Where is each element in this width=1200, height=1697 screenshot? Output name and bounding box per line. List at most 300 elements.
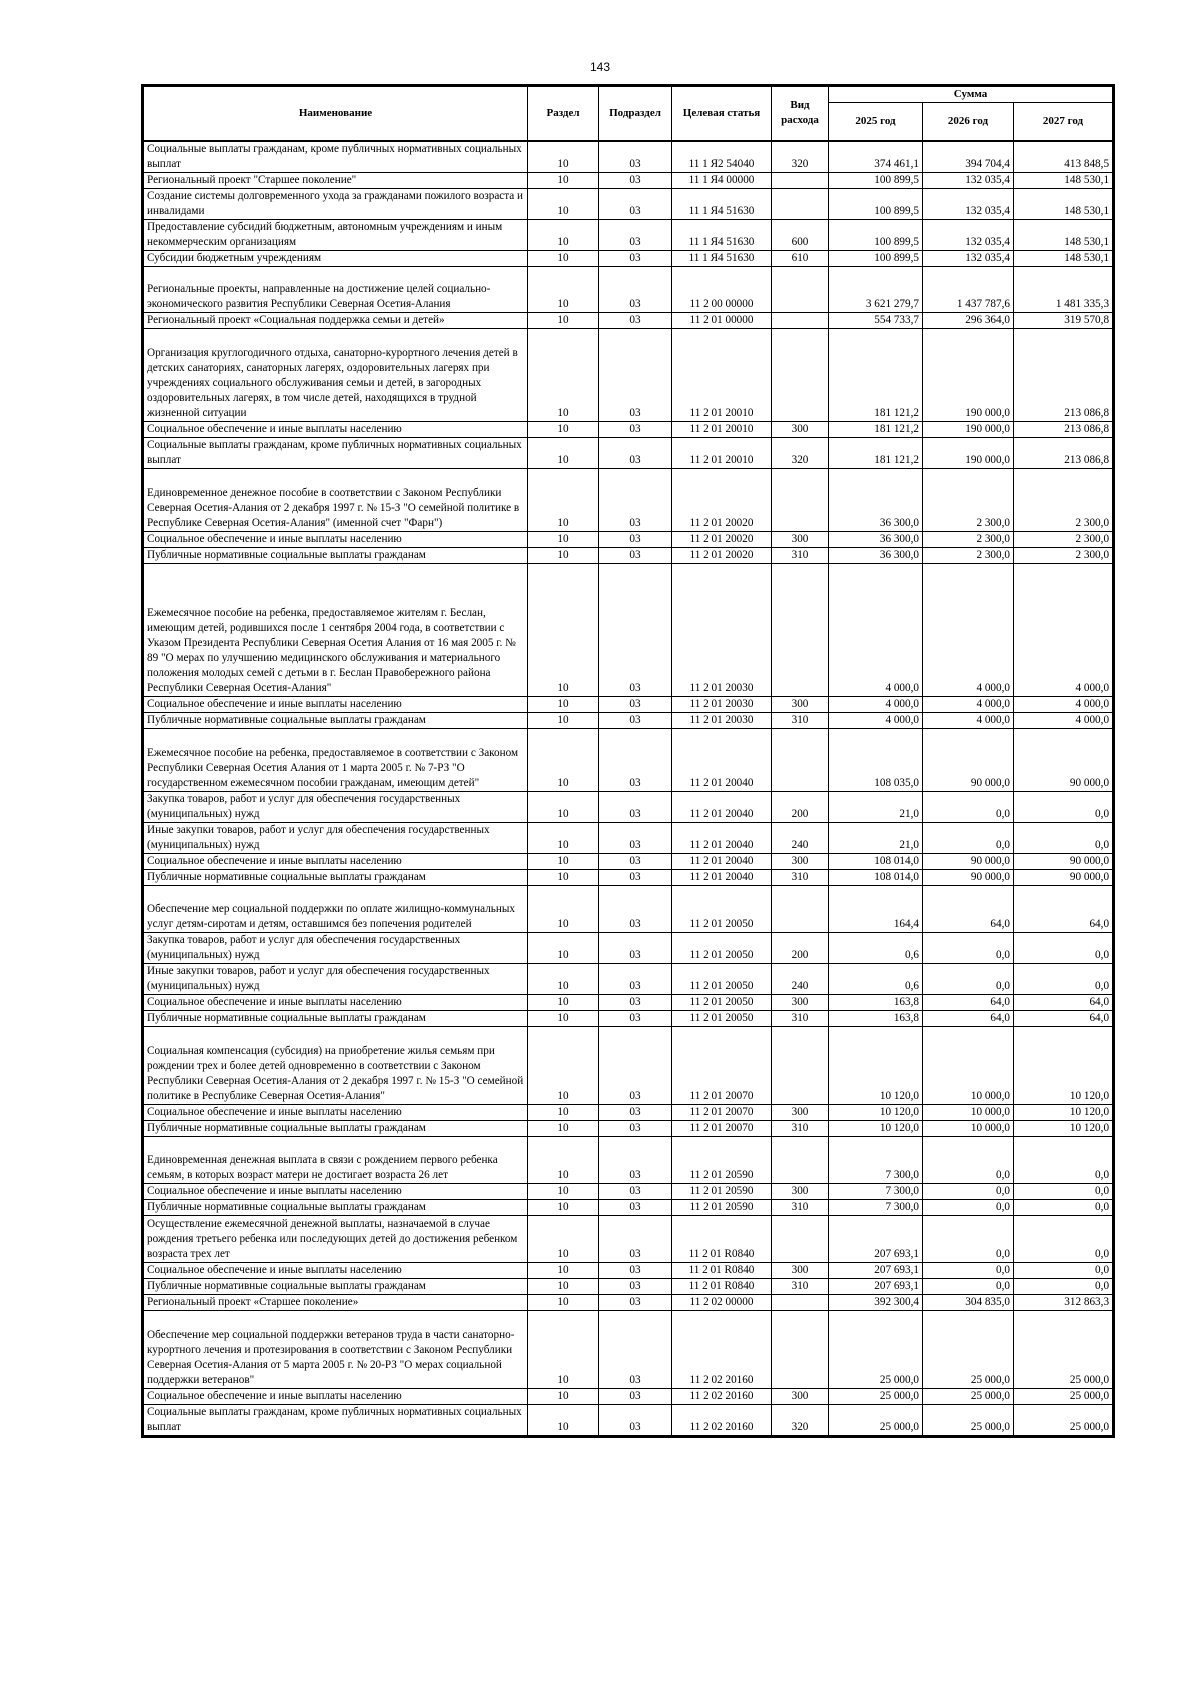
cell-name: Закупка товаров, работ и услуг для обеспечения государственных (муниципальных) нужд	[144, 932, 528, 963]
cell-vid	[772, 1294, 829, 1310]
cell-2026: 4 000,0	[923, 712, 1014, 728]
cell-2027: 64,0	[1014, 885, 1113, 932]
cell-target: 11 2 01 20040	[672, 822, 772, 853]
cell-razdel: 10	[528, 1294, 599, 1310]
table-row	[144, 547, 1113, 563]
cell-vid: 310	[772, 1278, 829, 1294]
cell-vid	[772, 1026, 829, 1104]
cell-podrazdel: 03	[599, 547, 672, 563]
cell-2025: 554 733,7	[829, 312, 923, 328]
cell-target: 11 2 01 R0840	[672, 1262, 772, 1278]
cell-2027: 148 530,1	[1014, 172, 1113, 188]
cell-vid: 300	[772, 1388, 829, 1404]
cell-razdel: 10	[528, 885, 599, 932]
table-row	[144, 822, 1113, 853]
cell-2026: 394 704,4	[923, 141, 1014, 173]
cell-podrazdel: 03	[599, 172, 672, 188]
cell-name: Публичные нормативные социальные выплаты гражданам	[144, 1010, 528, 1026]
cell-name: Иные закупки товаров, работ и услуг для обеспечения государственных (муниципальных) нужд	[144, 822, 528, 853]
cell-2027: 25 000,0	[1014, 1310, 1113, 1388]
cell-2026: 25 000,0	[923, 1404, 1014, 1435]
cell-podrazdel: 03	[599, 963, 672, 994]
cell-2025: 100 899,5	[829, 172, 923, 188]
cell-target: 11 2 01 20040	[672, 853, 772, 869]
cell-vid	[772, 885, 829, 932]
cell-name: Социальная компенсация (субсидия) на приобретение жилья семьям при рождении трех и более детей одновременно в соответствии с Законом Республики Северная Осетия-Алания от 2 декабря 1997 г. № 15-З "О семейной политике в Республике Северная Осетия-Алания"	[144, 1026, 528, 1104]
table-row	[144, 172, 1113, 188]
cell-name: Социальное обеспечение и иные выплаты населению	[144, 994, 528, 1010]
cell-vid	[772, 728, 829, 791]
cell-2026: 0,0	[923, 1183, 1014, 1199]
cell-podrazdel: 03	[599, 1294, 672, 1310]
cell-name: Публичные нормативные социальные выплаты гражданам	[144, 1278, 528, 1294]
cell-podrazdel: 03	[599, 188, 672, 219]
cell-2026: 90 000,0	[923, 853, 1014, 869]
cell-podrazdel: 03	[599, 1310, 672, 1388]
cell-name: Публичные нормативные социальные выплаты гражданам	[144, 869, 528, 885]
budget-table	[143, 86, 1113, 1436]
cell-vid: 300	[772, 531, 829, 547]
cell-2027: 64,0	[1014, 1010, 1113, 1026]
cell-name: Обеспечение мер социальной поддержки ветеранов труда в части санаторно-курортного лечения и протезирования в соответствии с Законом Республики Северная Осетия-Алания от 5 марта 2005 г. № 20-РЗ "О мерах социальной поддержки ветеранов"	[144, 1310, 528, 1388]
cell-podrazdel: 03	[599, 1120, 672, 1136]
cell-name: Осуществление ежемесячной денежной выплаты, назначаемой в случае рождения третьего ребенка или последующих детей до достижения ребенком возраста трех лет	[144, 1215, 528, 1262]
cell-2026: 132 035,4	[923, 188, 1014, 219]
cell-2027: 1 481 335,3	[1014, 266, 1113, 312]
table-row	[144, 1294, 1113, 1310]
cell-razdel: 10	[528, 172, 599, 188]
cell-2026: 132 035,4	[923, 250, 1014, 266]
cell-vid: 310	[772, 712, 829, 728]
table-row	[144, 1199, 1113, 1215]
cell-name: Социальное обеспечение и иные выплаты населению	[144, 1262, 528, 1278]
cell-podrazdel: 03	[599, 822, 672, 853]
col-header-vid: Вид расхода	[772, 87, 829, 141]
cell-name: Организация круглогодичного отдыха, санаторно-курортного лечения детей в детских санаториях, санаторных лагерях, оздоровительных лагерях при учреждениях социального обслуживания семьи и детей, в загородных оздоровительных лагерях, в том числе детей, находящихся в трудной жизненной ситуации	[144, 328, 528, 421]
table-row	[144, 728, 1113, 791]
cell-name: Публичные нормативные социальные выплаты гражданам	[144, 1199, 528, 1215]
cell-2025: 7 300,0	[829, 1199, 923, 1215]
cell-razdel: 10	[528, 1215, 599, 1262]
cell-2026: 190 000,0	[923, 328, 1014, 421]
cell-razdel: 10	[528, 728, 599, 791]
cell-name: Социальное обеспечение и иные выплаты населению	[144, 1388, 528, 1404]
cell-vid: 300	[772, 853, 829, 869]
cell-target: 11 2 01 20050	[672, 994, 772, 1010]
cell-2026: 0,0	[923, 791, 1014, 822]
cell-razdel: 10	[528, 141, 599, 173]
cell-target: 11 2 02 20160	[672, 1310, 772, 1388]
cell-2025: 25 000,0	[829, 1388, 923, 1404]
table-row	[144, 1104, 1113, 1120]
col-header-2025: 2025 год	[829, 103, 923, 141]
cell-podrazdel: 03	[599, 1262, 672, 1278]
cell-razdel: 10	[528, 1404, 599, 1435]
cell-target: 11 2 01 20070	[672, 1104, 772, 1120]
cell-2025: 108 014,0	[829, 869, 923, 885]
cell-2027: 213 086,8	[1014, 437, 1113, 468]
cell-name: Социальные выплаты гражданам, кроме публичных нормативных социальных выплат	[144, 437, 528, 468]
cell-2027: 90 000,0	[1014, 853, 1113, 869]
cell-name: Региональный проект «Старшее поколение»	[144, 1294, 528, 1310]
cell-2026: 0,0	[923, 822, 1014, 853]
cell-2026: 90 000,0	[923, 728, 1014, 791]
cell-2025: 36 300,0	[829, 531, 923, 547]
cell-target: 11 2 01 20070	[672, 1120, 772, 1136]
cell-2027: 319 570,8	[1014, 312, 1113, 328]
table-row	[144, 1183, 1113, 1199]
table-row	[144, 531, 1113, 547]
cell-vid	[772, 1215, 829, 1262]
table-row	[144, 1010, 1113, 1026]
cell-2027: 0,0	[1014, 791, 1113, 822]
cell-podrazdel: 03	[599, 1026, 672, 1104]
cell-name: Публичные нормативные социальные выплаты гражданам	[144, 712, 528, 728]
cell-name: Ежемесячное пособие на ребенка, предоставляемое жителям г. Беслан, имеющим детей, родившихся после 1 сентября 2004 года, в соответствии с Указом Президента Республики Северная Осетия Алания от 16 мая 2005 г. № 89 "О мерах по улучшению медицинского обслуживания и материального положения молодых семей с детьми в г. Беслан Правобережного района Республики Северная Осетия-Алания"	[144, 563, 528, 696]
table-row	[144, 1136, 1113, 1183]
table-row	[144, 1404, 1113, 1435]
cell-vid: 300	[772, 1104, 829, 1120]
col-header-razdel: Раздел	[528, 87, 599, 141]
cell-razdel: 10	[528, 219, 599, 250]
cell-2025: 21,0	[829, 822, 923, 853]
cell-razdel: 10	[528, 250, 599, 266]
cell-target: 11 2 01 20040	[672, 869, 772, 885]
cell-podrazdel: 03	[599, 250, 672, 266]
cell-podrazdel: 03	[599, 312, 672, 328]
cell-2027: 0,0	[1014, 1262, 1113, 1278]
cell-2026: 4 000,0	[923, 696, 1014, 712]
cell-2026: 304 835,0	[923, 1294, 1014, 1310]
table-row	[144, 219, 1113, 250]
table-row	[144, 994, 1113, 1010]
cell-razdel: 10	[528, 328, 599, 421]
cell-razdel: 10	[528, 932, 599, 963]
cell-target: 11 2 02 20160	[672, 1388, 772, 1404]
cell-target: 11 2 01 20010	[672, 421, 772, 437]
cell-2026: 25 000,0	[923, 1310, 1014, 1388]
cell-podrazdel: 03	[599, 421, 672, 437]
cell-vid: 320	[772, 141, 829, 173]
cell-2025: 4 000,0	[829, 712, 923, 728]
cell-razdel: 10	[528, 563, 599, 696]
table-row	[144, 312, 1113, 328]
cell-2025: 207 693,1	[829, 1262, 923, 1278]
cell-2027: 90 000,0	[1014, 728, 1113, 791]
cell-name: Социальное обеспечение и иные выплаты населению	[144, 1104, 528, 1120]
cell-2025: 100 899,5	[829, 188, 923, 219]
cell-podrazdel: 03	[599, 853, 672, 869]
table-row	[144, 1278, 1113, 1294]
cell-podrazdel: 03	[599, 437, 672, 468]
cell-podrazdel: 03	[599, 328, 672, 421]
table-row	[144, 1262, 1113, 1278]
table-row	[144, 266, 1113, 312]
cell-2025: 10 120,0	[829, 1120, 923, 1136]
cell-2026: 0,0	[923, 1136, 1014, 1183]
cell-2027: 90 000,0	[1014, 869, 1113, 885]
cell-razdel: 10	[528, 1136, 599, 1183]
cell-name: Социальные выплаты гражданам, кроме публичных нормативных социальных выплат	[144, 1404, 528, 1435]
cell-2026: 64,0	[923, 885, 1014, 932]
cell-2026: 2 300,0	[923, 468, 1014, 531]
cell-razdel: 10	[528, 312, 599, 328]
col-header-sum: Сумма	[829, 87, 1113, 103]
cell-razdel: 10	[528, 1183, 599, 1199]
table-row	[144, 932, 1113, 963]
cell-podrazdel: 03	[599, 1183, 672, 1199]
table-header	[144, 87, 1113, 141]
cell-razdel: 10	[528, 791, 599, 822]
cell-2025: 21,0	[829, 791, 923, 822]
cell-name: Единовременное денежное пособие в соответствии с Законом Республики Северная Осетия-Алания от 2 декабря 1997 г. № 15-З "О семейной политике в Республике Северная Осетия-Алания" (именной счет "Фарн")	[144, 468, 528, 531]
cell-name: Ежемесячное пособие на ребенка, предоставляемое в соответствии с Законом Республики Северная Осетия Алания от 1 марта 2005 г. № 7-РЗ "О государственном ежемесячном пособии гражданам, имеющим детей"	[144, 728, 528, 791]
cell-target: 11 1 Я2 54040	[672, 141, 772, 173]
cell-target: 11 2 01 20050	[672, 963, 772, 994]
cell-vid: 320	[772, 1404, 829, 1435]
cell-2027: 312 863,3	[1014, 1294, 1113, 1310]
cell-name: Закупка товаров, работ и услуг для обеспечения государственных (муниципальных) нужд	[144, 791, 528, 822]
cell-target: 11 2 01 20050	[672, 1010, 772, 1026]
cell-2025: 7 300,0	[829, 1136, 923, 1183]
cell-razdel: 10	[528, 531, 599, 547]
cell-target: 11 2 01 00000	[672, 312, 772, 328]
cell-name: Социальное обеспечение и иные выплаты населению	[144, 853, 528, 869]
cell-name: Региональный проект «Социальная поддержка семьи и детей»	[144, 312, 528, 328]
table-row	[144, 1388, 1113, 1404]
cell-name: Создание системы долговременного ухода за гражданами пожилого возраста и инвалидами	[144, 188, 528, 219]
cell-podrazdel: 03	[599, 1404, 672, 1435]
cell-podrazdel: 03	[599, 869, 672, 885]
cell-podrazdel: 03	[599, 728, 672, 791]
cell-target: 11 2 01 20020	[672, 547, 772, 563]
cell-razdel: 10	[528, 1199, 599, 1215]
cell-vid	[772, 172, 829, 188]
cell-2026: 64,0	[923, 994, 1014, 1010]
cell-2025: 25 000,0	[829, 1310, 923, 1388]
cell-2027: 2 300,0	[1014, 547, 1113, 563]
cell-vid: 320	[772, 437, 829, 468]
cell-razdel: 10	[528, 1120, 599, 1136]
cell-2025: 108 035,0	[829, 728, 923, 791]
cell-2025: 207 693,1	[829, 1278, 923, 1294]
cell-2027: 0,0	[1014, 932, 1113, 963]
table-row	[144, 188, 1113, 219]
cell-2026: 0,0	[923, 1278, 1014, 1294]
cell-target: 11 2 01 20030	[672, 712, 772, 728]
cell-2026: 132 035,4	[923, 172, 1014, 188]
cell-podrazdel: 03	[599, 1010, 672, 1026]
cell-vid: 240	[772, 822, 829, 853]
cell-target: 11 2 01 20040	[672, 728, 772, 791]
cell-2025: 207 693,1	[829, 1215, 923, 1262]
cell-2027: 4 000,0	[1014, 696, 1113, 712]
cell-name: Социальное обеспечение и иные выплаты населению	[144, 696, 528, 712]
cell-razdel: 10	[528, 266, 599, 312]
cell-name: Публичные нормативные социальные выплаты гражданам	[144, 547, 528, 563]
cell-2027: 25 000,0	[1014, 1404, 1113, 1435]
cell-podrazdel: 03	[599, 468, 672, 531]
cell-target: 11 2 02 20160	[672, 1404, 772, 1435]
cell-razdel: 10	[528, 869, 599, 885]
table-row	[144, 1120, 1113, 1136]
table-row	[144, 712, 1113, 728]
cell-2027: 148 530,1	[1014, 250, 1113, 266]
cell-2027: 4 000,0	[1014, 563, 1113, 696]
cell-vid	[772, 468, 829, 531]
cell-target: 11 2 01 20030	[672, 696, 772, 712]
cell-2027: 0,0	[1014, 1136, 1113, 1183]
cell-2027: 10 120,0	[1014, 1120, 1113, 1136]
cell-target: 11 2 01 20590	[672, 1183, 772, 1199]
cell-vid: 310	[772, 1010, 829, 1026]
cell-2026: 132 035,4	[923, 219, 1014, 250]
cell-2026: 25 000,0	[923, 1388, 1014, 1404]
cell-2027: 4 000,0	[1014, 712, 1113, 728]
cell-2025: 4 000,0	[829, 563, 923, 696]
cell-target: 11 2 01 R0840	[672, 1215, 772, 1262]
cell-2027: 10 120,0	[1014, 1026, 1113, 1104]
cell-name: Предоставление субсидий бюджетным, автономным учреждениям и иным некоммерческим организациям	[144, 219, 528, 250]
cell-razdel: 10	[528, 822, 599, 853]
cell-2027: 213 086,8	[1014, 328, 1113, 421]
table-row	[144, 1026, 1113, 1104]
cell-vid	[772, 1310, 829, 1388]
cell-razdel: 10	[528, 437, 599, 468]
cell-target: 11 2 01 20020	[672, 531, 772, 547]
cell-name: Обеспечение мер социальной поддержки по оплате жилищно-коммунальных услуг детям-сиротам и детям, оставшимся без попечения родителей	[144, 885, 528, 932]
cell-2026: 0,0	[923, 963, 1014, 994]
cell-podrazdel: 03	[599, 1388, 672, 1404]
cell-vid	[772, 1136, 829, 1183]
cell-2025: 4 000,0	[829, 696, 923, 712]
cell-2027: 2 300,0	[1014, 468, 1113, 531]
cell-target: 11 1 Я4 51630	[672, 219, 772, 250]
cell-2027: 64,0	[1014, 994, 1113, 1010]
cell-podrazdel: 03	[599, 712, 672, 728]
cell-vid	[772, 266, 829, 312]
cell-vid: 610	[772, 250, 829, 266]
cell-2025: 100 899,5	[829, 250, 923, 266]
table-row	[144, 468, 1113, 531]
cell-vid: 300	[772, 994, 829, 1010]
cell-name: Региональные проекты, направленные на достижение целей социально-экономического развития Республики Северная Осетия-Алания	[144, 266, 528, 312]
cell-vid	[772, 188, 829, 219]
cell-vid	[772, 312, 829, 328]
cell-podrazdel: 03	[599, 219, 672, 250]
cell-target: 11 2 01 R0840	[672, 1278, 772, 1294]
cell-target: 11 2 00 00000	[672, 266, 772, 312]
cell-2027: 0,0	[1014, 822, 1113, 853]
cell-target: 11 1 Я4 00000	[672, 172, 772, 188]
cell-2025: 164,4	[829, 885, 923, 932]
cell-2026: 4 000,0	[923, 563, 1014, 696]
cell-vid: 310	[772, 1120, 829, 1136]
col-header-2027: 2027 год	[1014, 103, 1113, 141]
cell-2025: 36 300,0	[829, 547, 923, 563]
table-row	[144, 791, 1113, 822]
page-number: 143	[589, 60, 611, 74]
cell-2026: 10 000,0	[923, 1026, 1014, 1104]
cell-vid: 240	[772, 963, 829, 994]
cell-name: Социальное обеспечение и иные выплаты населению	[144, 421, 528, 437]
col-header-2026: 2026 год	[923, 103, 1014, 141]
cell-2025: 36 300,0	[829, 468, 923, 531]
cell-vid: 300	[772, 1183, 829, 1199]
cell-target: 11 2 01 20070	[672, 1026, 772, 1104]
cell-2026: 190 000,0	[923, 437, 1014, 468]
cell-2025: 163,8	[829, 1010, 923, 1026]
cell-2025: 108 014,0	[829, 853, 923, 869]
table-body	[144, 141, 1113, 1436]
cell-target: 11 2 01 20020	[672, 468, 772, 531]
cell-2026: 10 000,0	[923, 1120, 1014, 1136]
cell-podrazdel: 03	[599, 932, 672, 963]
cell-2026: 0,0	[923, 1215, 1014, 1262]
cell-2026: 296 364,0	[923, 312, 1014, 328]
cell-podrazdel: 03	[599, 994, 672, 1010]
cell-2026: 10 000,0	[923, 1104, 1014, 1120]
cell-vid: 310	[772, 547, 829, 563]
cell-podrazdel: 03	[599, 141, 672, 173]
cell-target: 11 2 01 20010	[672, 328, 772, 421]
cell-vid: 200	[772, 932, 829, 963]
cell-2025: 0,6	[829, 932, 923, 963]
cell-podrazdel: 03	[599, 1215, 672, 1262]
table-row	[144, 963, 1113, 994]
cell-name: Субсидии бюджетным учреждениям	[144, 250, 528, 266]
table-row	[144, 885, 1113, 932]
cell-vid: 300	[772, 696, 829, 712]
cell-vid	[772, 563, 829, 696]
cell-target: 11 2 01 20030	[672, 563, 772, 696]
cell-vid: 310	[772, 869, 829, 885]
cell-2025: 3 621 279,7	[829, 266, 923, 312]
cell-2027: 148 530,1	[1014, 219, 1113, 250]
cell-target: 11 2 01 20590	[672, 1199, 772, 1215]
cell-razdel: 10	[528, 421, 599, 437]
cell-razdel: 10	[528, 1010, 599, 1026]
cell-2027: 213 086,8	[1014, 421, 1113, 437]
cell-2026: 64,0	[923, 1010, 1014, 1026]
cell-2025: 392 300,4	[829, 1294, 923, 1310]
cell-2025: 163,8	[829, 994, 923, 1010]
cell-razdel: 10	[528, 963, 599, 994]
cell-razdel: 10	[528, 188, 599, 219]
cell-razdel: 10	[528, 1262, 599, 1278]
cell-razdel: 10	[528, 468, 599, 531]
cell-podrazdel: 03	[599, 266, 672, 312]
cell-2026: 0,0	[923, 932, 1014, 963]
table-row	[144, 141, 1113, 173]
cell-name: Социальное обеспечение и иные выплаты населению	[144, 531, 528, 547]
cell-2027: 148 530,1	[1014, 188, 1113, 219]
cell-podrazdel: 03	[599, 885, 672, 932]
cell-vid: 600	[772, 219, 829, 250]
cell-vid: 310	[772, 1199, 829, 1215]
col-header-target: Целевая статья	[672, 87, 772, 141]
cell-podrazdel: 03	[599, 791, 672, 822]
cell-target: 11 2 01 20050	[672, 932, 772, 963]
cell-2025: 181 121,2	[829, 437, 923, 468]
cell-2027: 0,0	[1014, 1199, 1113, 1215]
cell-target: 11 2 01 20010	[672, 437, 772, 468]
cell-2025: 181 121,2	[829, 328, 923, 421]
cell-2025: 374 461,1	[829, 141, 923, 173]
cell-2027: 10 120,0	[1014, 1104, 1113, 1120]
cell-2025: 25 000,0	[829, 1404, 923, 1435]
cell-2027: 0,0	[1014, 963, 1113, 994]
